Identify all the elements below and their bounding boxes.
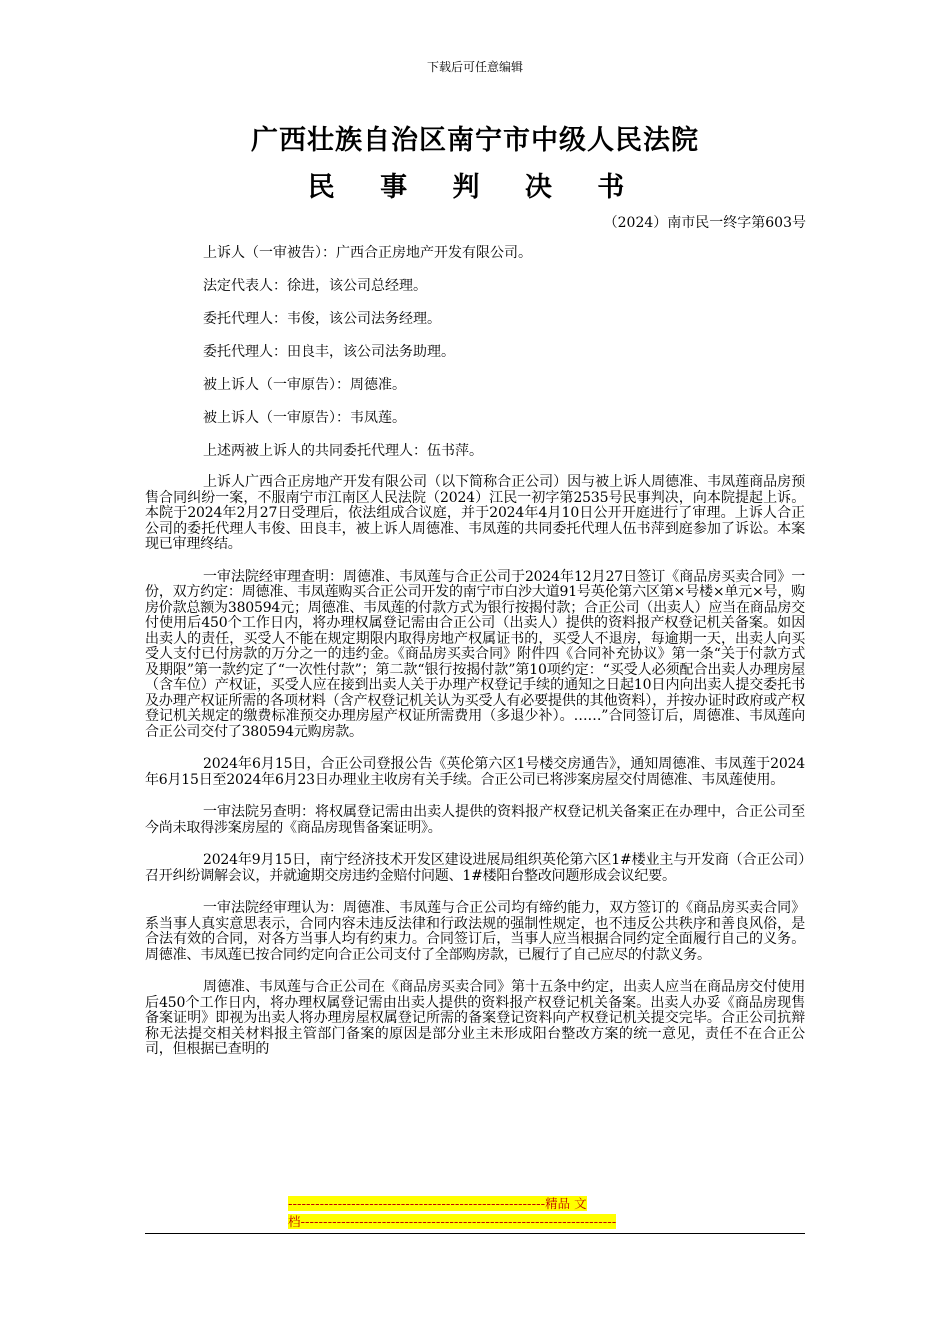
footer-text-line: ---------------------------------------------------------精品 文	[288, 1196, 587, 1211]
judgment-body	[145, 475, 805, 1075]
party-line: 法定代表人：徐进，该公司总经理。	[203, 278, 427, 294]
footer-text-line: 档----------------------------------------------------------------------	[288, 1214, 617, 1229]
party-line: 上诉人（一审被告）：广西合正房地产开发有限公司。	[203, 245, 532, 261]
party-line: 委托代理人：田良丰，该公司法务助理。	[203, 344, 455, 360]
body-paragraph: 一审法院经审理查明：周德准、韦凤莲与合正公司于2024年12月27日签订《商品房买卖合同》一份，双方约定：周德准、韦凤莲购买合正公司开发的南宁市白沙大道91号英伦第六区第×号楼×单元×号，购房价款总额为380594元；周德准、韦凤莲的付款方式为银行按揭付款；合正公司（出卖人）应当在商品房交付使用后450个工作日内，将办理权属登记需由合正公司（出卖人）提供的资料报产权登记机关备案。如因出卖人的责任，买受人不能在规定期限内取得房地产权属证书的，买受人不退房，每逾期一天，出卖人向买受人支付已付房款的万分之一的违约金。《商品房买卖合同》附件四《合同补充协议》第一条“关于付款方式及期限”第一款约定了“一次性付款”；第二款“银行按揭付款”第10项约定：“买受人必须配合出卖人办理房屋（含车位）产权证，买受人应在接到出卖人关于办理产权登记手续的通知之日起10日内向出卖人提交委托书及办理产权证所需的各项材料（含产权登记机关认为买受人有必要提供的其他资料），并按办证时政府或产权登记机关规定的缴费标准预交办理房屋产权证所需费用（多退少补）。……”合同签订后，周德准、韦凤莲向合正公司交付了380594元购房款。	[145, 568, 805, 740]
party-line: 被上诉人（一审原告）：周德准。	[203, 377, 406, 393]
party-line: 被上诉人（一审原告）：韦凤莲。	[203, 410, 406, 426]
body-paragraph: 一审法院经审理认为：周德准、韦凤莲与合正公司均有缔约能力，双方签订的《商品房买卖合同》系当事人真实意思表示，合同内容未违反法律和行政法规的强制性规定，也不违反公共秩序和善良风俗，是合法有效的合同，对各方当事人均有约束力。合同签订后，当事人应当根据合同约定全面履行自己的义务。周德准、韦凤莲已按合同约定向合正公司支付了全部购房款，已履行了自己应尽的付款义务。	[145, 900, 805, 963]
parties-list	[203, 243, 813, 474]
body-paragraph: 2024年9月15日，南宁经济技术开发区建设进展局组织英伦第六区1#楼业主与开发商（合正公司）召开纠纷调解会议，并就逾期交房违约金赔付问题、1#楼阳台整改问题形成会议纪要。	[145, 852, 805, 884]
body-paragraph: 2024年6月15日，合正公司登报公告《英伦第六区1号楼交房通告》，通知周德准、韦凤莲于2024年6月15日至2024年6月23日办理业主收房有关手续。合正公司已将涉案房屋交付周德准、韦凤莲使用。	[145, 756, 805, 788]
body-paragraph: 上诉人广西合正房地产开发有限公司（以下简称合正公司）因与被上诉人周德准、韦凤莲商品房预售合同纠纷一案，不服南宁市江南区人民法院（2024）江民一初字第2535号民事判决，向本院提起上诉。本院于2024年2月27日受理后，依法组成合议庭，并于2024年4月10日公开开庭进行了审理。上诉人合正公司的委托代理人韦俊、田良丰，被上诉人周德准、韦凤莲的共同委托代理人伍书萍到庭参加了诉讼。本案现已审理终结。	[145, 474, 805, 552]
party-line: 委托代理人：韦俊，该公司法务经理。	[203, 311, 441, 327]
case-number: （2024）南市民一终字第603号	[603, 215, 806, 231]
body-paragraph: 周德准、韦凤莲与合正公司在《商品房买卖合同》第十五条中约定，出卖人应当在商品房交付使用后450个工作日内，将办理权属登记需由出卖人提供的资料报产权登记机关备案。出卖人办妥《商品房现售备案证明》即视为出卖人将办理房屋权属登记所需的备案登记资料向产权登记机关提交完毕。合正公司抗辩称无法提交相关材料报主管部门备案的原因是部分业主未形成阳台整改方案的统一意见，责任不在合正公司，但根据已查明的	[145, 979, 805, 1057]
header-note: 下载后可任意编辑	[426, 60, 523, 74]
court-name-title: 广西壮族自治区南宁市中级人民法院	[251, 125, 699, 156]
document-type-title: 民 事 判 决 书	[307, 172, 643, 203]
footer-watermark-band	[288, 1195, 663, 1231]
body-paragraph: 一审法院另查明：将权属登记需由出卖人提供的资料报产权登记机关备案正在办理中，合正公司至今尚未取得涉案房屋的《商品房现售备案证明》。	[145, 804, 805, 836]
party-line: 上述两被上诉人的共同委托代理人：伍书萍。	[203, 443, 483, 459]
footer-divider	[145, 1233, 805, 1234]
